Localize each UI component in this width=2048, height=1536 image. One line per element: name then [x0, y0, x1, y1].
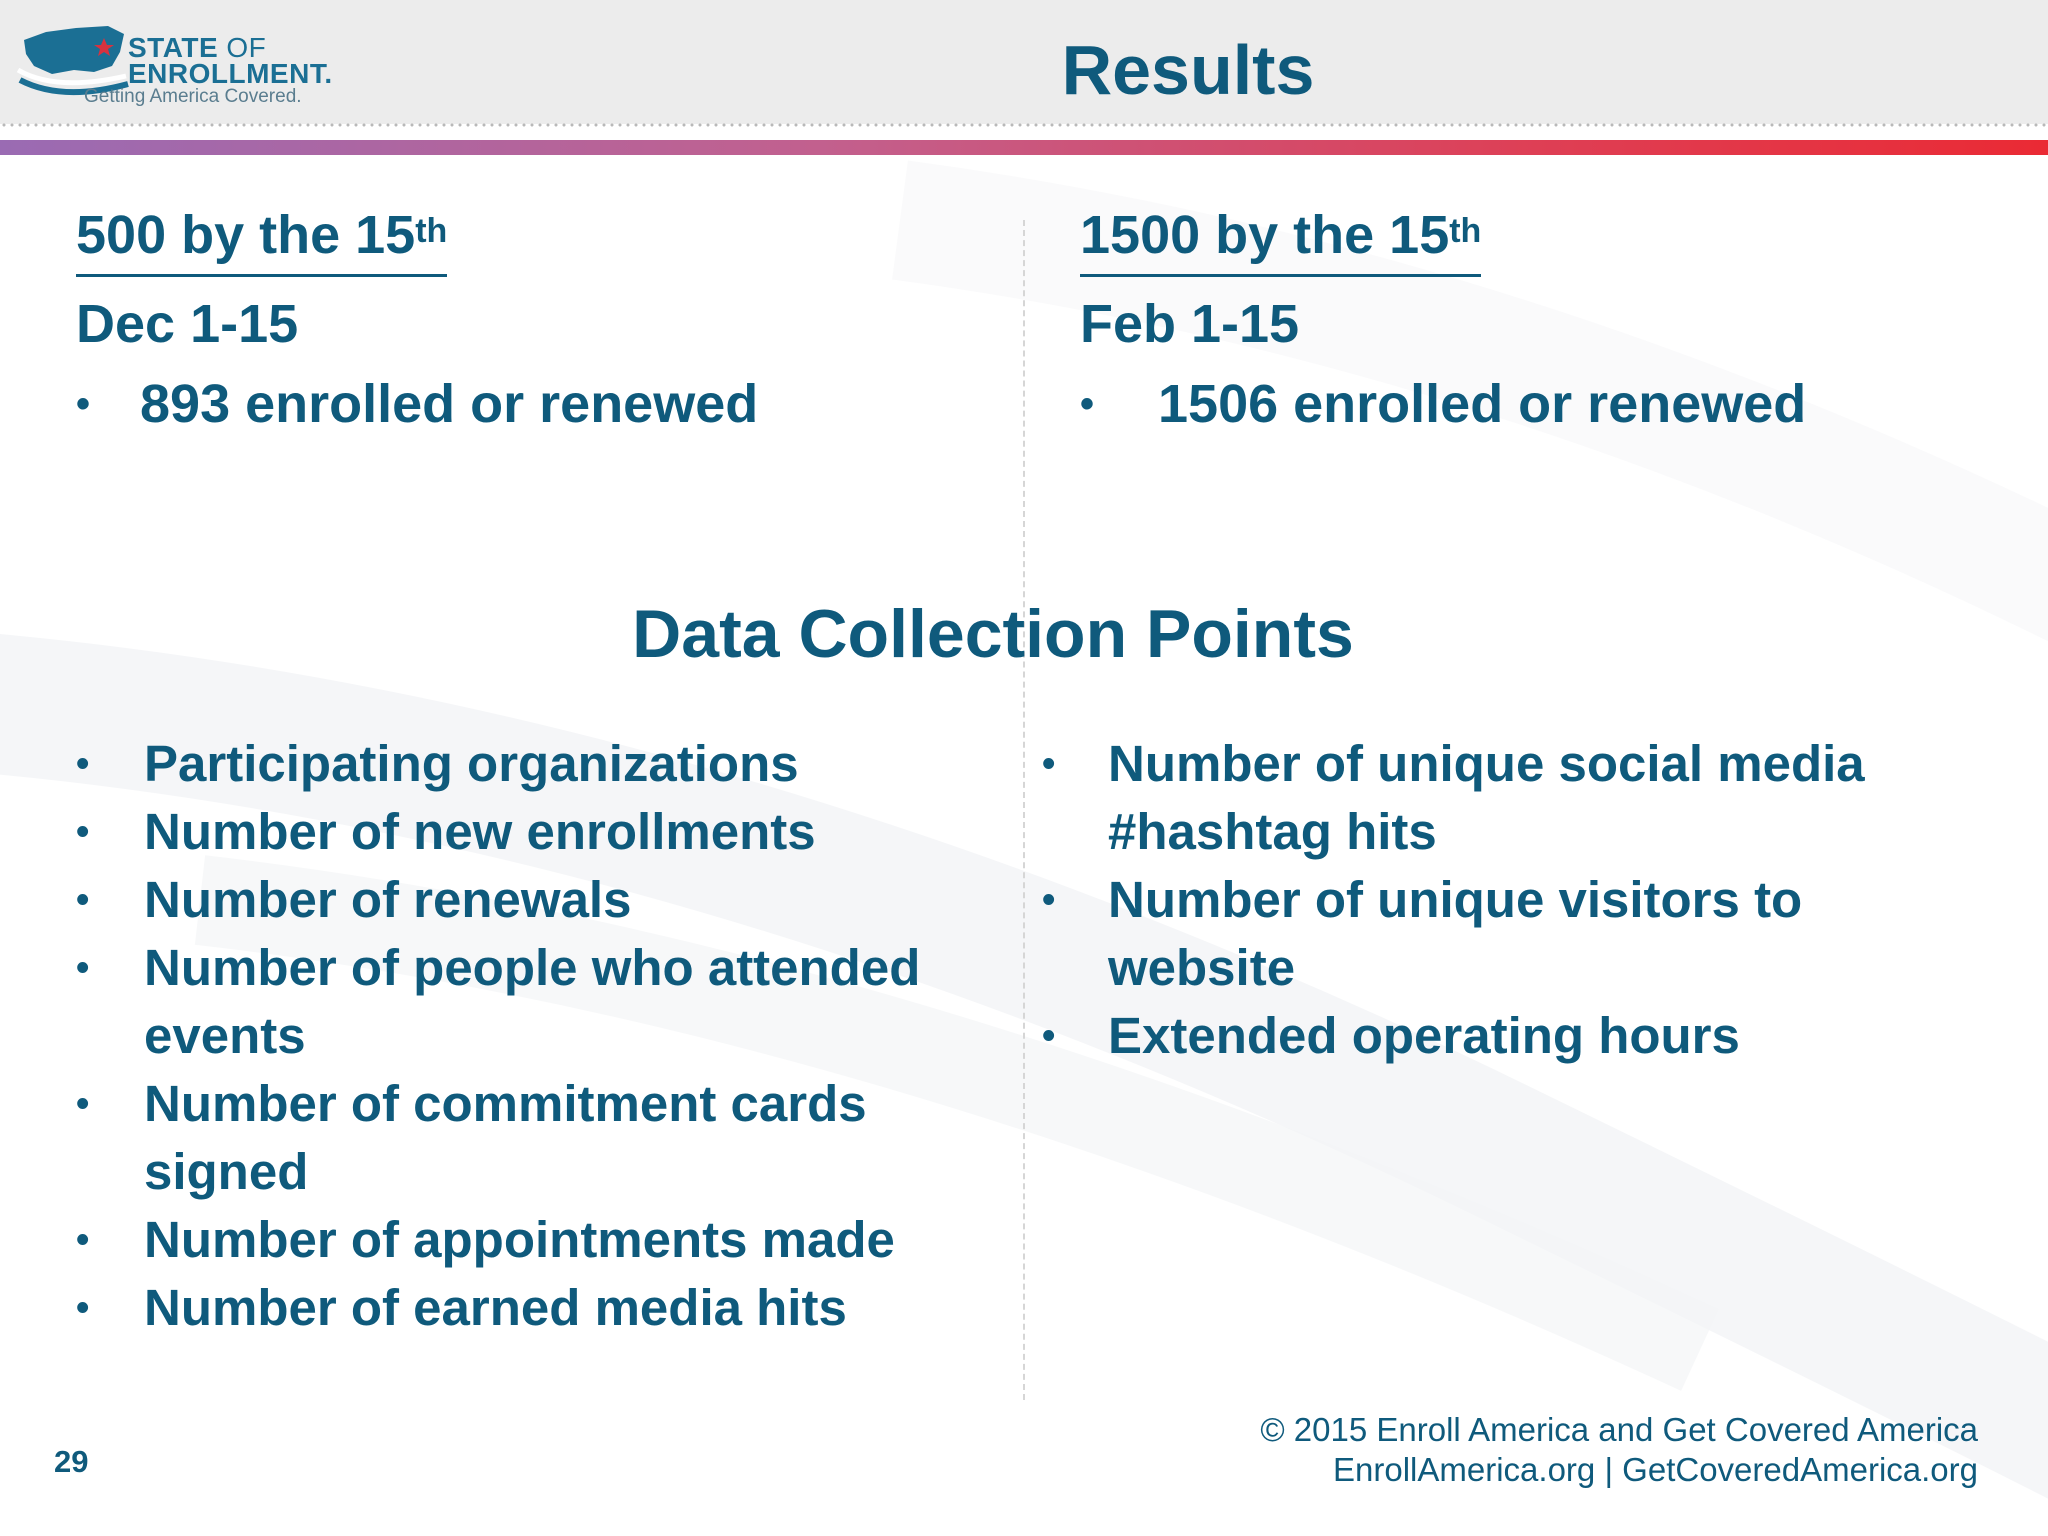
logo-text-of: OF [226, 32, 267, 63]
list-item-text: Extended operating hours [1108, 1007, 1740, 1064]
list-item [76, 730, 956, 798]
bullet-icon: • [76, 1083, 90, 1125]
list-item-text: Number of commitment cards signed [144, 1075, 867, 1200]
list-item-text: Participating organizations [144, 735, 799, 792]
list-item [76, 1274, 956, 1342]
bullet-icon: • [76, 1219, 90, 1261]
list-item-text: Number of earned media hits [144, 1279, 847, 1336]
list-item-text: Number of unique visitors to website [1108, 871, 1803, 996]
result-heading-left-text: 500 by the 15 [76, 205, 416, 265]
column-divider [1023, 220, 1025, 1400]
footer-copyright [1260, 1410, 1978, 1490]
result-bullet-left [76, 369, 758, 439]
result-bullet-right [1080, 369, 1806, 439]
bullet-icon: • [76, 879, 90, 921]
list-item [76, 934, 956, 1070]
accent-gradient-bar [0, 140, 2048, 155]
page-number: 29 [54, 1444, 89, 1479]
bullet-icon: • [76, 1287, 90, 1329]
page-title: Results [1061, 31, 1315, 109]
result-heading-right-text: 1500 by the 15 [1080, 205, 1450, 265]
list-item-text: Number of new enrollments [144, 803, 816, 860]
logo-text-enrollment: ENROLLMENT. [128, 58, 333, 89]
result-heading-right-sup: th [1449, 212, 1482, 250]
list-item [76, 1206, 956, 1274]
list-item [76, 798, 956, 866]
result-heading-left [76, 200, 447, 277]
list-item [1042, 730, 2002, 866]
list-item-text: Number of appointments made [144, 1211, 895, 1268]
bullet-icon: • [76, 382, 91, 426]
result-heading-right [1080, 200, 1481, 277]
result-column-left [76, 200, 758, 439]
bullet-icon: • [76, 743, 90, 785]
logo-tagline: Getting America Covered. [84, 86, 302, 107]
bullet-icon: • [76, 811, 90, 853]
list-item-text: Number of renewals [144, 871, 632, 928]
result-bullet-left-text: 893 enrolled or renewed [140, 374, 759, 434]
data-collection-list-left [76, 730, 956, 1342]
result-column-right [1080, 200, 1806, 439]
list-item-text: Number of people who attended events [144, 939, 921, 1064]
result-date-left: Dec 1-15 [76, 294, 299, 354]
result-heading-left-sup: th [415, 212, 448, 250]
result-date-right: Feb 1-15 [1080, 294, 1300, 354]
logo-text-state: STATE [128, 32, 219, 63]
bullet-icon: • [1042, 879, 1056, 921]
list-item-text: Number of unique social media #hashtag hits [1108, 735, 1865, 860]
footer-line-websites: EnrollAmerica.org | GetCoveredAmerica.org [1333, 1451, 1978, 1488]
list-item [1042, 866, 2002, 1002]
footer-line-copyright: © 2015 Enroll America and Get Covered America [1260, 1411, 1978, 1448]
list-item [76, 866, 956, 934]
list-item [1042, 1002, 2002, 1070]
header-dotted-line [0, 122, 2048, 128]
data-collection-heading: Data Collection Points [632, 596, 1354, 672]
bullet-icon: • [1042, 743, 1056, 785]
list-item [76, 1070, 956, 1206]
bullet-icon: • [76, 947, 90, 989]
data-collection-list-right [1042, 730, 2002, 1070]
bullet-icon: • [1042, 1015, 1056, 1057]
result-bullet-right-text: 1506 enrolled or renewed [1158, 374, 1807, 434]
bullet-icon: • [1080, 382, 1095, 426]
